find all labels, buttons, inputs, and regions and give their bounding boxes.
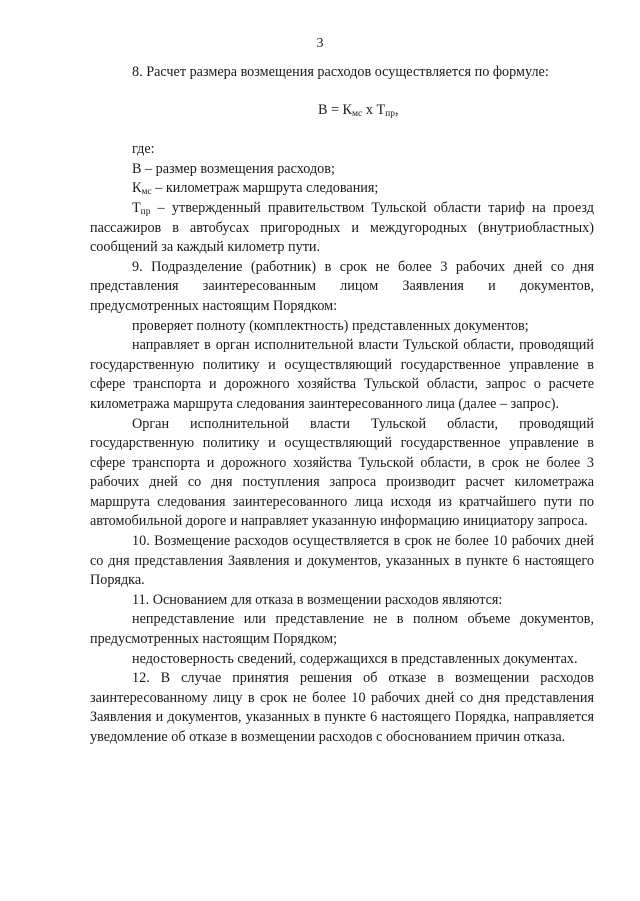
- definition-k-sub: мс: [141, 187, 152, 198]
- paragraph-11: 11. Основанием для отказа в возмещении расходов являются:: [132, 591, 503, 608]
- formula-end: ,: [394, 101, 399, 118]
- paragraph-9: 9. Подразделение (работник) в срок не более 3 рабочих дней со дня представления заинтересованным лицом Заявления и документов, предусмотренных настоящим Порядком:: [90, 258, 594, 314]
- paragraph-9-item-a: проверяет полноту (комплектность) представленных документов;: [132, 317, 529, 334]
- formula-mid: х Т: [362, 101, 386, 118]
- paragraph-11-item-b: недостоверность сведений, содержащихся в представленных документах.: [132, 650, 578, 667]
- paragraph-8: 8. Расчет размера возмещения расходов осуществляется по формуле:: [132, 64, 549, 80]
- definition-t-symbol: Т: [132, 199, 141, 216]
- definition-k: [90, 179, 594, 199]
- definition-t-sub: пр: [140, 206, 151, 217]
- formula-sub-ms: мс: [352, 108, 363, 119]
- definition-k-text: – километраж маршрута следования;: [151, 180, 379, 197]
- paragraph-11-item-a: непредставление или представление не в полном объеме документов, предусмотренных настоящим Порядком;: [90, 611, 594, 648]
- paragraph-12: 12. В случае принятия решения об отказе в возмещении расходов заинтересованному лицу в срок не более 10 рабочих дней со дня представления Заявления и документов, указанных в пункте 6 настоящего Порядка, направляется уведомление об отказе в возмещении расходов с обоснованием причин отказа.: [90, 670, 594, 745]
- formula: [90, 101, 594, 121]
- page-number: 3: [316, 36, 324, 51]
- where-label: где:: [132, 141, 155, 158]
- document-body: [90, 63, 594, 748]
- paragraph-9-item-c: Орган исполнительной власти Тульской области, проводящий государственную политику и осуществляющий государственное управление в сфере транспорта и дорожного хозяйства Тульской области, в срок не более 3 рабочих дней со дня поступления запроса производит расчет километража маршрута следования заинтересованного лица исходя из кратчайшего пути по автомобильной дороге и направляет указанную информацию инициатору запроса.: [90, 415, 594, 530]
- definition-b: В – размер возмещения расходов;: [132, 160, 335, 177]
- definition-t-text: – утвержденный правительством Тульской области тариф на проезд пассажиров в автобусах пригородных и междугородных (внутриобластных) сообщений за каждый километр пути.: [90, 199, 594, 256]
- formula-sub-pr: пр: [385, 108, 395, 119]
- definition-k-symbol: К: [132, 180, 142, 197]
- definition-t: [90, 199, 594, 258]
- paragraph-10: 10. Возмещение расходов осуществляется в срок не более 10 рабочих дней со дня представления Заявления и документов, указанных в пункте 6 настоящего Порядка.: [90, 533, 594, 589]
- paragraph-9-item-b: направляет в орган исполнительной власти Тульской области, проводящий государственную политику и осуществляющий государственное управление в сфере транспорта и дорожного хозяйства Тульской области, запрос о расчете километража маршрута следования заинтересованного лица (далее – запрос).: [90, 337, 594, 412]
- formula-lhs: В = К: [318, 101, 353, 118]
